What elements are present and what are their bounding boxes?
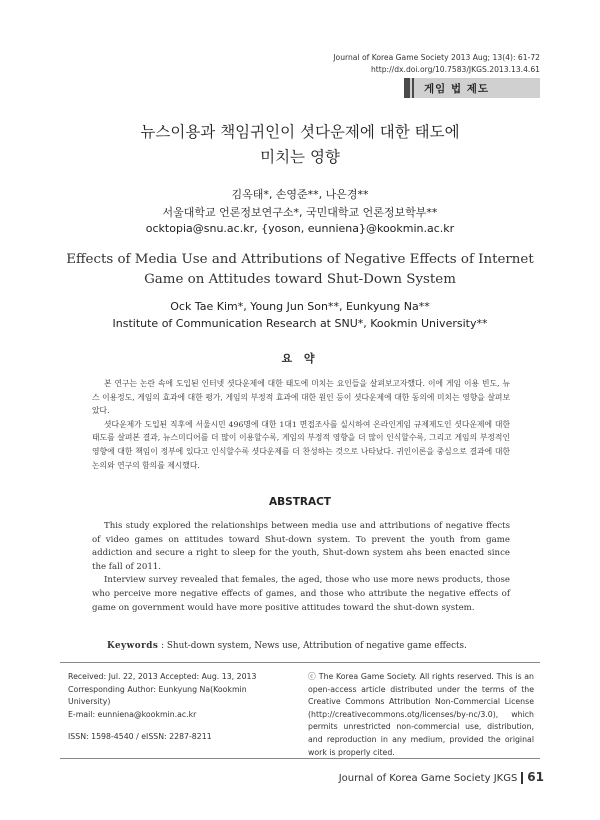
doi-link[interactable]: http://dx.doi.org/10.7583/JKGS.2013.13.4.61	[370, 65, 540, 74]
korean-abstract-body	[92, 377, 510, 472]
section-tag-label: 게임 법 제도	[424, 83, 490, 95]
english-abstract-paragraph: This study explored the relationships between media use and attributions of negative ffects of video games on attitudes toward Shut-down system. To prevent the youth from game addiction and secure a right to sleep for the youth, Shut-down system ahs been enacted since the fall of 2011.	[92, 521, 510, 572]
keywords-label: Keywords	[107, 641, 159, 651]
journal-reference	[333, 52, 540, 76]
page-number: 61	[527, 770, 544, 784]
korean-abstract-heading: 요 약	[281, 352, 319, 365]
article-info	[68, 671, 288, 721]
section-tag	[404, 78, 540, 98]
english-author-names: Ock Tae Kim*, Young Jun Son**, Eunkyung Na**	[170, 300, 430, 313]
section-tag-bar	[404, 78, 410, 98]
page-footer-divider	[60, 758, 540, 759]
footer-journal-name: Journal of Korea Game Society JKGS	[338, 773, 518, 784]
page-footer	[339, 770, 544, 784]
korean-affiliations: 서울대학교 언론정보연구소*, 국민대학교 언론정보학부**	[162, 206, 438, 219]
keywords-text: : Shut-down system, News use, Attribution of negative game effects.	[161, 641, 467, 651]
license-notice: ⓒ The Korea Game Society. All rights reserved. This is an open-access article distributed under the terms of the Creative Commons Attribution Non-Commercial License (http://creativecommons.otg/licenses/by-nc/3.0), which permits unrestricted non-commercial use, distribution, and reproduction in any medium, provided the original work is properly cited.	[308, 672, 534, 757]
korean-abstract-paragraph: 셧다운제가 도입된 직후에 서울시민 496명에 대한 1대1 면접조사를 실시하여 온라인게임 규제제도인 셧다운제에 대한 태도를 살펴본 결과, 뉴스미디어를 더 많이 이용할수록, 게임의 부정적 영향을 더 많이 인식할수록, 그리고 게임의 부정적인 영향에 대한 책임이 정부에 있다고 인식할수록 셧다운제를 더 찬성하는 것으로 나타났다. 귀인이론을 중심으로 결과에 대한 논의와 연구의 함의를 제시했다.	[92, 419, 510, 470]
section-tag-bar-thin	[412, 78, 414, 98]
footer-divider	[60, 662, 540, 663]
keywords	[107, 641, 467, 651]
received-accepted: Received: Jul. 22, 2013 Accepted: Aug. 13, 2013	[68, 672, 257, 681]
corresponding-author: Corresponding Author: Eunkyung Na(Kookmin University)	[68, 684, 247, 707]
footer-separator	[521, 772, 523, 784]
english-abstract-paragraph: Interview survey revealed that females, the aged, those who use more news products, those who perceive more negative effects of games, and those who attribute the negative effects of game on government would have more positive attitudes toward the shut-down system.	[92, 575, 510, 613]
korean-author-names: 김옥태*, 손영준**, 나은경**	[231, 188, 369, 201]
korean-title-line1: 뉴스이용과 책임귀인이 셧다운제에 대한 태도에	[140, 123, 460, 141]
author-emails: ocktopia@snu.ac.kr, {yoson, eunniena}@kookmin.ac.kr	[145, 222, 455, 235]
issn: ISSN: 1598-4540 / eISSN: 2287-8211	[68, 732, 212, 741]
english-title-line2: Game on Attitudes toward Shut-Down System	[144, 272, 456, 287]
english-title-line1: Effects of Media Use and Attributions of Negative Effects of Internet	[66, 252, 534, 267]
korean-abstract-paragraph: 본 연구는 논란 속에 도입된 인터넷 셧다운제에 대한 태도에 미치는 요인들을 살펴보고자했다. 이에 게임 이용 빈도, 뉴스 이용정도, 게임의 효과에 대한 평가, 게임의 부정적 효과에 대한 원인 등이 셧다운제에 대한 동의에 미치는 영향을 살펴보았다.	[92, 379, 510, 416]
korean-title-line2: 미치는 영향	[260, 148, 340, 166]
corresponding-email: E-mail: eunniena@kookmin.ac.kr	[68, 709, 197, 719]
english-abstract-body	[92, 520, 510, 615]
journal-citation: Journal of Korea Game Society 2013 Aug; 13(4): 61-72	[333, 53, 540, 62]
english-affiliations: Institute of Communication Research at SNU*, Kookmin University**	[112, 317, 488, 330]
english-abstract-heading: ABSTRACT	[269, 496, 331, 508]
